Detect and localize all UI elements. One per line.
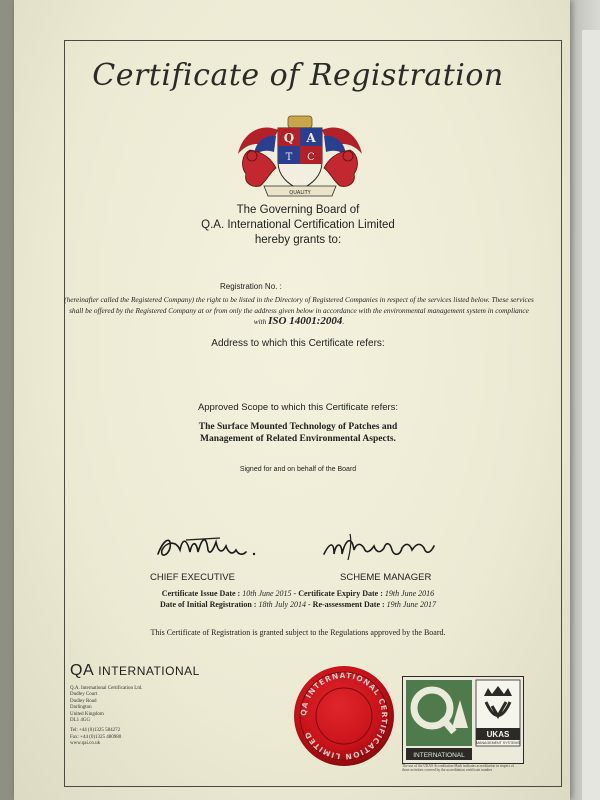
regulations-note: This Certificate of Registration is granted subject to the Regulations approved by the Board. — [150, 628, 446, 637]
initial-registration-date: 18th July 2014 — [258, 600, 306, 609]
certificate-dates — [70, 588, 526, 610]
separator: - — [291, 589, 299, 598]
brand-qa: QA — [70, 662, 94, 679]
board-line3: hereby grants to: — [254, 234, 342, 246]
initial-registration-label: Date of Initial Registration : — [160, 600, 257, 609]
svg-text:UKAS: UKAS — [486, 730, 510, 739]
address-line: Dudley Road — [70, 698, 97, 704]
svg-text:INTERNATIONAL: INTERNATIONAL — [413, 752, 465, 759]
reassessment-date: 19th June 2017 — [386, 600, 436, 609]
accreditation-note: The use of the UKAS Accreditation Mark indicates accreditation in respect of those activities covered by the accreditation certificate number — [402, 764, 514, 773]
governing-board-block — [60, 203, 536, 248]
svg-text:QUALITY: QUALITY — [289, 190, 311, 196]
scheme-manager-signature — [320, 528, 450, 564]
address-line: Fax: +44 (0)1325 480980 — [70, 734, 122, 740]
address-line: www.qai.co.uk — [70, 741, 101, 747]
address-line: United Kingdom — [70, 711, 104, 717]
address-line: Tel: +44 (0)1325 584272 — [70, 728, 121, 734]
address-line: Dudley Court — [70, 692, 98, 698]
clause-period: . — [342, 317, 345, 326]
address-line: Q.A. International Certification Ltd. — [70, 686, 143, 691]
address-line: DL1 4GG — [70, 718, 91, 724]
signed-on-behalf: Signed for and on behalf of the Board — [239, 466, 357, 473]
iso-standard: ISO 14001:2004 — [268, 315, 343, 327]
issue-date-label: Certificate Issue Date : — [161, 589, 241, 598]
expiry-date: 19th June 2016 — [384, 589, 435, 598]
address-label: Address to which this Certificate refers: — [211, 338, 385, 349]
scope-label: Approved Scope to which this Certificate refers: — [197, 402, 399, 413]
scope-line2: Management of Related Environmental Aspects. — [200, 434, 396, 444]
background-sheet — [581, 30, 600, 800]
svg-text:T: T — [285, 152, 293, 163]
dates-line2 — [70, 599, 526, 610]
registration-clause — [64, 294, 534, 327]
expiry-date-label: Certificate Expiry Date : — [298, 589, 383, 598]
red-seal-icon — [292, 664, 396, 768]
chief-executive-label: CHIEF EXECUTIVE — [150, 572, 235, 583]
board-line1: The Governing Board of — [236, 204, 360, 216]
clause-text: (hereinafter called the Registered Company) the right to be listed in the Directory of Registered Companies in respect of the services listed below. These services shall be offered by the Registered Company at or from only the address given below in accordance with the environmental management system in compliance with — [64, 295, 534, 326]
scope-line1: The Surface Mounted Technology of Patches and — [198, 422, 398, 432]
svg-text:C: C — [307, 152, 315, 163]
address-line: Darlington — [70, 705, 92, 711]
issue-date: 10th June 2015 — [242, 589, 292, 598]
scope-text — [60, 421, 536, 445]
accreditation-mark — [402, 676, 524, 764]
issuer-address — [70, 686, 180, 748]
scheme-manager-label: SCHEME MANAGER — [340, 572, 432, 583]
chief-executive-signature — [150, 528, 270, 564]
svg-text:Q: Q — [283, 131, 295, 145]
svg-text:MANAGEMENT SYSTEMS: MANAGEMENT SYSTEMS — [476, 741, 520, 745]
svg-text:QA INTERNATIONAL CERTIFICATION: QA INTERNATIONAL CERTIFICATION LIMITED — [298, 670, 390, 762]
qa-international-brand — [70, 662, 200, 680]
reassessment-label: Re-assessment Date : — [312, 600, 385, 609]
svg-text:A: A — [306, 131, 316, 145]
dates-line1 — [70, 588, 526, 599]
certificate-title: Certificate of Registration — [92, 58, 504, 93]
board-line2: Q.A. International Certification Limited — [201, 219, 395, 231]
crest-icon — [220, 112, 380, 202]
registration-no-label: Registration No. : — [220, 282, 282, 291]
brand-international: INTERNATIONAL — [98, 664, 200, 678]
separator: - — [306, 600, 313, 609]
